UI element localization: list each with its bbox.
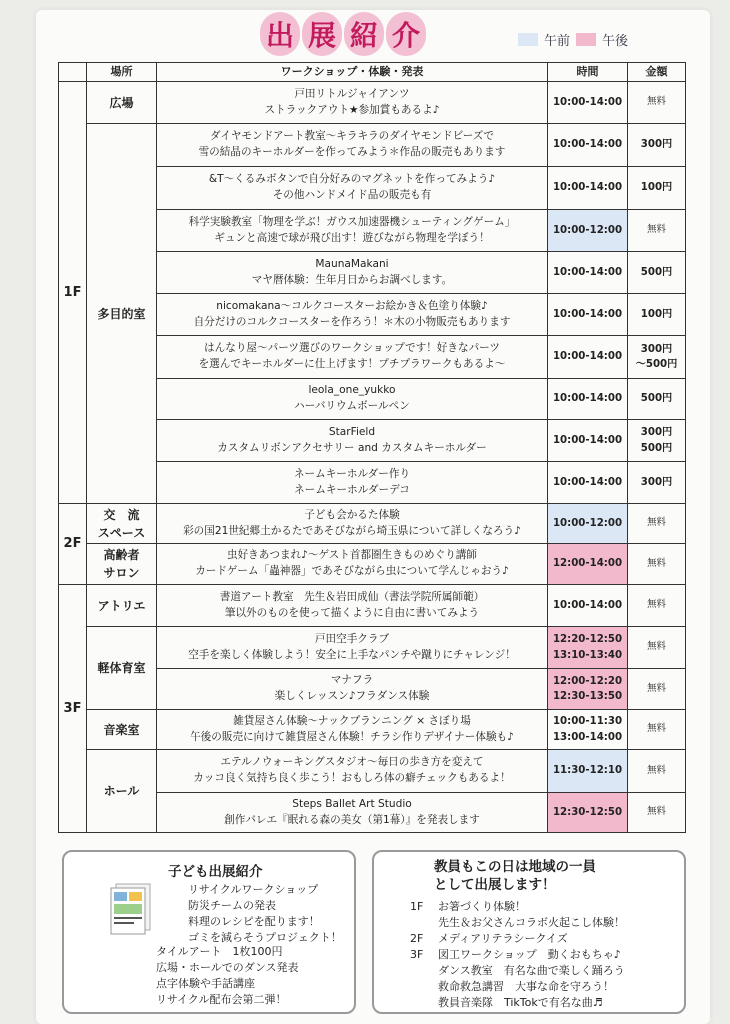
time-cell: 10:00-14:00 (548, 585, 628, 627)
workshop-cell: StarField カスタムリボンアクセサリー and カスタムキーホルダー (157, 420, 548, 462)
workshop-cell: 科学実験教室「物理を学ぶ！ガウス加速器機シューティングゲーム」 ギュンと高速で球が飛び出す！遊びながら物理を学ぼう！ (157, 210, 548, 252)
floor-2f: 2F (59, 504, 87, 585)
time-cell: 12:30-12:50 (548, 793, 628, 833)
kids-exhibit-box (62, 850, 356, 1014)
time-cell: 12:00-14:00 (548, 544, 628, 585)
fee-cell: 100円 (628, 167, 686, 210)
time-cell: 11:30-12:10 (548, 750, 628, 793)
list-item: リサイクル配布会第二弾！ (156, 993, 287, 1006)
workshop-cell: 戸田空手クラブ 空手を楽しく体験しよう！安全に上手なパンチや蹴りにチャレンジ！ (157, 627, 548, 669)
fee-cell: 300円 (628, 462, 686, 504)
workshop-cell: &T～くるみボタンで自分好みのマグネットを作ってみよう♪ その他ハンドメイド品の販売も有 (157, 167, 548, 210)
fee-cell: 無料 (628, 585, 686, 627)
list-item: タイルアート 1枚100円 (156, 945, 283, 958)
flyer-thumbnail-icon (110, 882, 152, 936)
workshop-cell: MaunaMakani マヤ暦体験：生年月日からお調べします。 (157, 252, 548, 294)
table-row (59, 585, 686, 627)
time-cell: 10:00-14:00 (548, 379, 628, 420)
fee-cell: 300円 (628, 124, 686, 167)
teachers-list (410, 899, 625, 1011)
fee-cell: 無料 (628, 750, 686, 793)
workshop-cell: ダイヤモンドアート教室～キラキラのダイヤモンドビーズで 雪の結晶のキーホルダーを作ってみよう＊作品の販売もあります (157, 124, 548, 167)
place-header: 場所 (87, 63, 157, 82)
teachers-exhibit-box (372, 850, 686, 1014)
page-title (260, 12, 426, 56)
fee-cell: 500円 (628, 252, 686, 294)
time-cell: 10:00-14:00 (548, 124, 628, 167)
workshop-cell: マナフラ 楽しくレッスン♪フラダンス体験 (157, 669, 548, 710)
list-item: 料理のレシピを配ります！ (188, 915, 320, 928)
time-cell: 10:00-14:00 (548, 420, 628, 462)
workshop-cell: 書道アート教室 先生＆岩田成仙（書法学院所属師範） 筆以外のものを使って描くように自由に書いてみよう (157, 585, 548, 627)
time-cell: 10:00-12:00 (548, 210, 628, 252)
list-item: 1F お箸づくり体験！ (410, 900, 526, 913)
list-item: ダンス教室 有名な曲で楽しく踊ろう (438, 964, 625, 977)
fee-cell: 無料 (628, 710, 686, 750)
table-row (59, 627, 686, 669)
time-cell: 10:00-14:00 (548, 252, 628, 294)
list-item: 防災チームの発表 (188, 899, 276, 912)
workshop-cell: 雑貨屋さん体験～ナックプランニング × さぼり場 午後の販売に向けて雑貨屋さん体験！チラシ作りデザイナー体験も♪ (157, 710, 548, 750)
time-cell: 10:00-14:00 (548, 167, 628, 210)
am-legend-label: 午前 (544, 34, 571, 49)
table-header-row (59, 63, 686, 82)
floor-header (59, 63, 87, 82)
teachers-box-title: 教員もこの日は地域の一員 として出展します！ (434, 859, 596, 894)
fee-cell: 無料 (628, 210, 686, 252)
schedule-table (58, 62, 686, 833)
workshop-header: ワークショップ・体験・発表 (157, 63, 548, 82)
time-cell: 10:00-14:00 (548, 82, 628, 124)
list-item: リサイクルワークショップ (188, 883, 319, 896)
fee-cell: 無料 (628, 669, 686, 710)
workshop-cell: エテルノウォーキングスタジオ～毎日の歩き方を変えて カッコ良く気持ち良く歩こう！おもしろ体の癖チェックもあるよ！ (157, 750, 548, 793)
am-swatch (518, 33, 538, 46)
place-hiroba: 広場 (87, 82, 157, 124)
title-char: 出 (260, 12, 300, 56)
list-item: 2F メディアリテラシークイズ (410, 932, 568, 945)
place-koryu: 交 流 スペース (87, 504, 157, 544)
kids-box-title: 子ども出展紹介 (168, 864, 263, 880)
table-row (59, 124, 686, 167)
list-item: 救命救急講習 大事な命を守ろう！ (438, 980, 614, 993)
time-cell: 10:00-14:00 (548, 294, 628, 336)
place-keitaiiku: 軽体育室 (87, 627, 157, 710)
kids-list-2 (156, 944, 299, 1008)
list-item: ゴミを減らそうプロジェクト！ (188, 931, 342, 944)
time-cell: 12:00-12:20 12:30-13:50 (548, 669, 628, 710)
table-row (59, 82, 686, 124)
place-hall: ホール (87, 750, 157, 833)
fee-cell: 300円 ～500円 (628, 336, 686, 379)
list-item: 3F 図工ワークショップ 動くおもちゃ♪ (410, 948, 621, 961)
table-row (59, 710, 686, 750)
list-item: 点字体験や手話講座 (156, 977, 255, 990)
table-row (59, 504, 686, 544)
title-char: 介 (386, 12, 426, 56)
pm-swatch (576, 33, 596, 46)
kids-list-1 (188, 882, 342, 946)
workshop-cell: はんなり屋～パーツ選びのワークショップです！好きなパーツ を選んでキーホルダーに仕上げます！プチプラワークもあるよ～ (157, 336, 548, 379)
time-legend (518, 30, 628, 49)
time-header: 時間 (548, 63, 628, 82)
workshop-cell: nicomakana～コルクコースターお絵かき＆色塗り体験♪ 自分だけのコルクコースターを作ろう！＊木の小物販売もあります (157, 294, 548, 336)
fee-cell: 無料 (628, 544, 686, 585)
time-cell: 10:00-14:00 (548, 462, 628, 504)
time-cell: 10:00-14:00 (548, 336, 628, 379)
title-char: 紹 (344, 12, 384, 56)
fee-header: 金額 (628, 63, 686, 82)
time-cell: 10:00-11:30 13:00-14:00 (548, 710, 628, 750)
workshop-cell: leola_one_yukko ハーバリウムボールペン (157, 379, 548, 420)
time-cell: 12:20-12:50 13:10-13:40 (548, 627, 628, 669)
table-row (59, 544, 686, 585)
fee-cell: 無料 (628, 504, 686, 544)
fee-cell: 500円 (628, 379, 686, 420)
pm-legend-label: 午後 (602, 34, 629, 49)
workshop-cell: Steps Ballet Art Studio 創作バレエ『眠れる森の美女（第1幕）』を発表します (157, 793, 548, 833)
fee-cell: 無料 (628, 627, 686, 669)
floor-1f: 1F (59, 82, 87, 504)
workshop-cell: 戸田リトルジャイアンツ ストラックアウト★参加賞もあるよ♪ (157, 82, 548, 124)
workshop-cell: ネームキーホルダー作り ネームキーホルダーデコ (157, 462, 548, 504)
fee-cell: 無料 (628, 82, 686, 124)
list-item: 広場・ホールでのダンス発表 (156, 961, 299, 974)
fee-cell: 100円 (628, 294, 686, 336)
place-atorie: アトリエ (87, 585, 157, 627)
place-koreisha: 高齢者 サロン (87, 544, 157, 585)
floor-3f: 3F (59, 585, 87, 833)
fee-cell: 300円 500円 (628, 420, 686, 462)
list-item: 先生＆お父さんコラボ火起こし体験！ (438, 916, 625, 929)
time-cell: 10:00-12:00 (548, 504, 628, 544)
list-item: 教員音楽隊 TikTokで有名な曲♬ (438, 996, 603, 1009)
place-ongaku: 音楽室 (87, 710, 157, 750)
workshop-cell: 子ども会かるた体験 彩の国21世紀郷土かるたであそびながら埼玉県について詳しくなろう♪ (157, 504, 548, 544)
fee-cell: 無料 (628, 793, 686, 833)
place-tamokuteki: 多目的室 (87, 124, 157, 504)
table-row (59, 750, 686, 793)
workshop-cell: 虫好きあつまれ♪～ゲスト首都圏生きものめぐり講師 カードゲーム「蟲神器」であそびながら虫について学んじゃおう♪ (157, 544, 548, 585)
title-char: 展 (302, 12, 342, 56)
